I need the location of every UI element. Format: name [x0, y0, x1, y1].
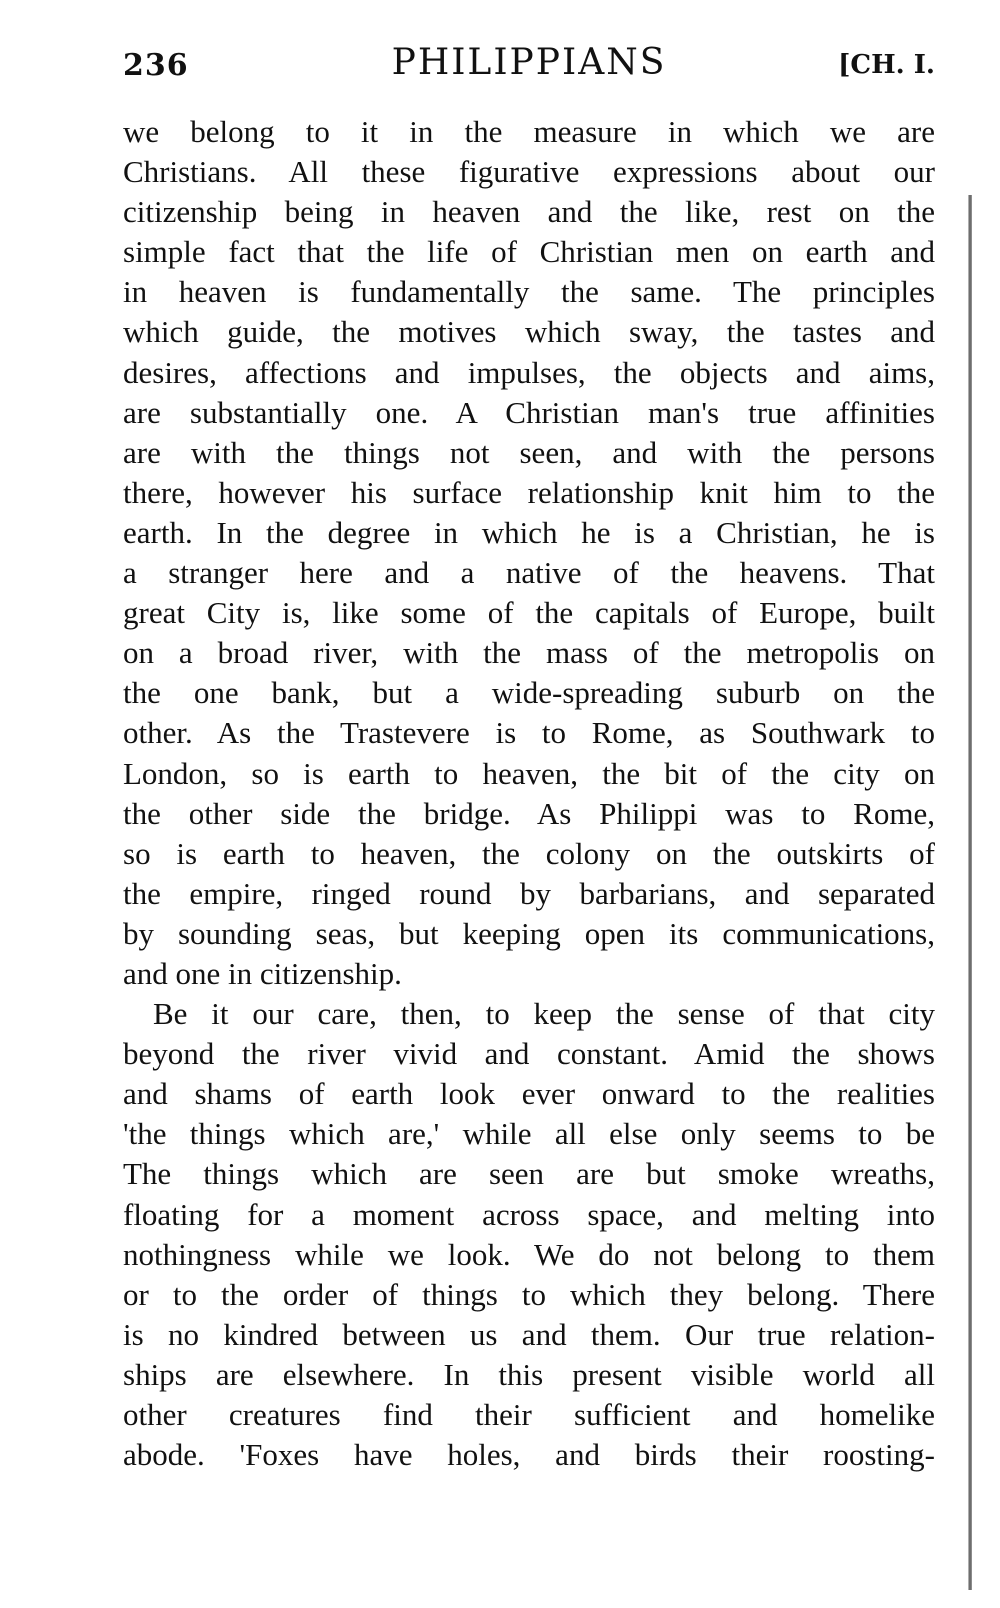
- paragraph-end-line: and one in citizenship.: [123, 955, 402, 991]
- text-line: the one bank, but a wide-spreading suburb on the: [123, 675, 935, 711]
- body-text: [123, 112, 935, 1475]
- text-line: London, so is earth to heaven, the bit of the city on: [123, 755, 935, 791]
- text-line: 'the things which are,' while all else only seems to be: [123, 1116, 935, 1152]
- text-line: Christians. All these figurative expressions about our: [123, 154, 935, 190]
- text-line: are substantially one. A Christian man's true affinities: [123, 394, 935, 430]
- text-line: great City is, like some of the capitals of Europe, built: [123, 595, 935, 631]
- text-line: by sounding seas, but keeping open its communications,: [123, 915, 935, 951]
- text-line: nothingness while we look. We do not belong to them: [123, 1236, 935, 1272]
- text-line: citizenship being in heaven and the like, rest on the: [123, 194, 935, 230]
- binding-edge-shadow: [968, 195, 972, 1590]
- text-line: a stranger here and a native of the heavens. That: [123, 555, 935, 591]
- paragraph-start-line: Be it our care, then, to keep the sense of that city: [153, 996, 935, 1032]
- text-line: or to the order of things to which they belong. There: [123, 1276, 935, 1312]
- text-line: in heaven is fundamentally the same. The principles: [123, 274, 935, 310]
- text-line: beyond the river vivid and constant. Amid the shows: [123, 1036, 935, 1072]
- text-line: floating for a moment across space, and melting into: [123, 1196, 935, 1232]
- text-line: there, however his surface relationship knit him to the: [123, 474, 935, 510]
- text-line: other creatures find their sufficient and homelike: [123, 1397, 935, 1432]
- text-line: abode. 'Foxes have holes, and birds their roosting-: [123, 1437, 935, 1473]
- text-line: so is earth to heaven, the colony on the outskirts of: [123, 835, 935, 871]
- text-line: the empire, ringed round by barbarians, and separated: [123, 875, 935, 911]
- page-header: [123, 42, 935, 92]
- text-line: we belong to it in the measure in which we are: [123, 114, 935, 149]
- text-line: simple fact that the life of Christian men on earth and: [123, 234, 935, 270]
- running-title: PHILIPPIANS: [391, 42, 667, 83]
- text-line: other. As the Trastevere is to Rome, as Southwark to: [123, 715, 935, 751]
- text-line: on a broad river, with the mass of the metropolis on: [123, 635, 935, 671]
- text-line: and shams of earth look ever onward to the realities: [123, 1076, 935, 1112]
- text-line: ships are elsewhere. In this present visible world all: [123, 1356, 935, 1392]
- text-line: earth. In the degree in which he is a Christian, he is: [123, 514, 935, 550]
- text-line: desires, affections and impulses, the objects and aims,: [123, 354, 935, 390]
- text-line: are with the things not seen, and with the persons: [123, 434, 935, 470]
- page-number: 236: [123, 48, 189, 83]
- text-line: the other side the bridge. As Philippi was to Rome,: [123, 795, 935, 831]
- text-line: The things which are seen are but smoke wreaths,: [123, 1156, 935, 1192]
- text-line: which guide, the motives which sway, the tastes and: [123, 314, 935, 350]
- chapter-reference: [CH. I.: [838, 50, 935, 80]
- text-line: is no kindred between us and them. Our true relation-: [123, 1316, 935, 1352]
